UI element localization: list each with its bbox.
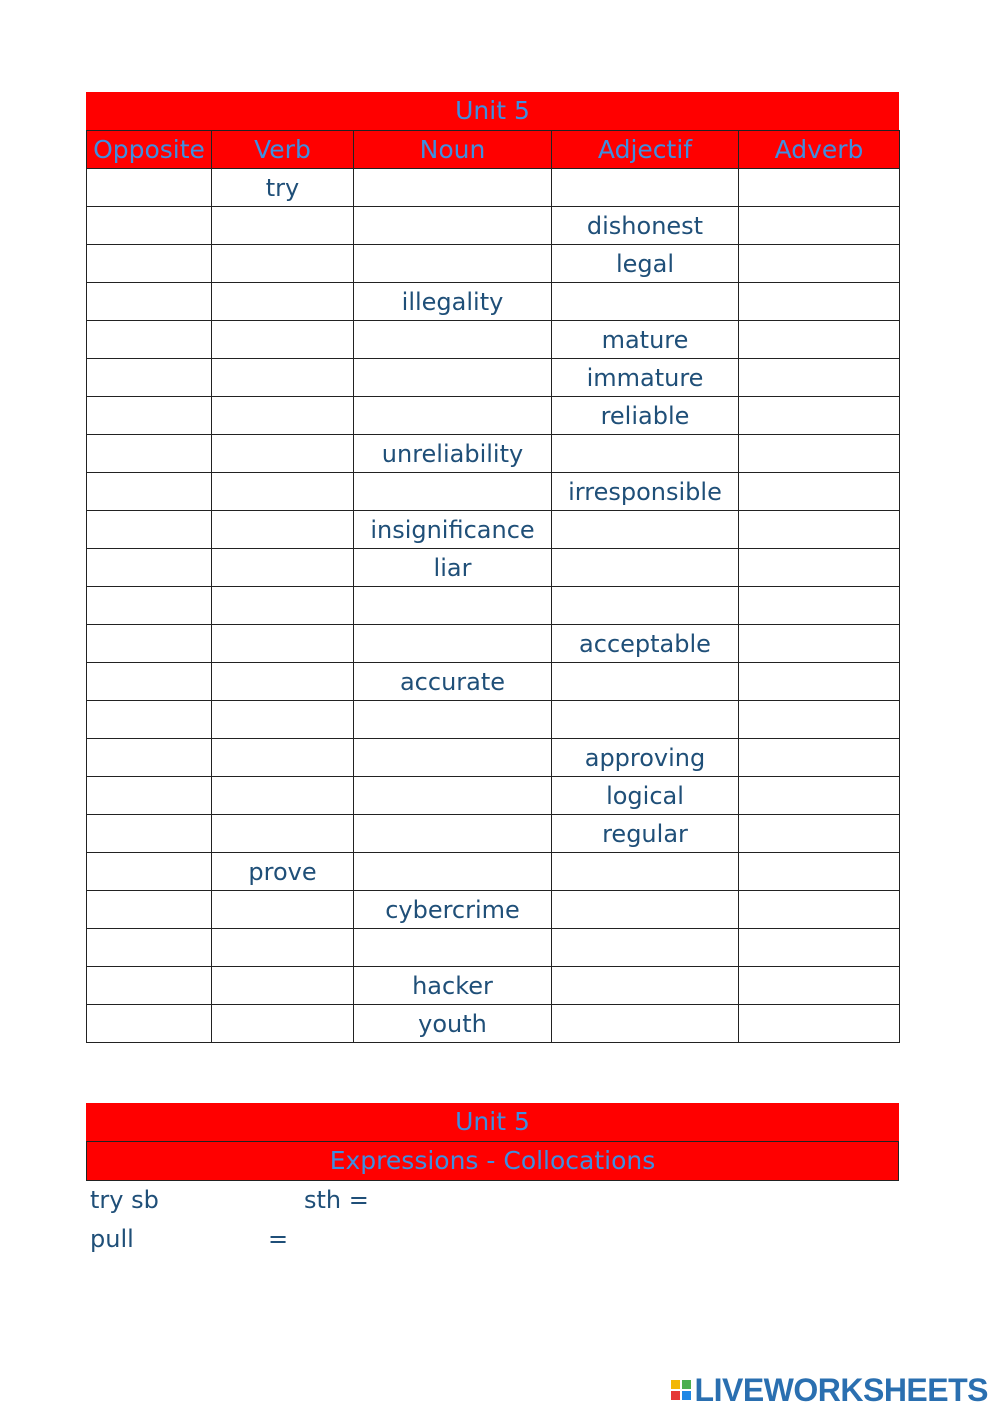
cell-adjectif[interactable] [552, 929, 739, 967]
cell-adjectif[interactable] [552, 169, 739, 207]
cell-adjectif[interactable] [552, 853, 739, 891]
cell-adjectif[interactable] [552, 891, 739, 929]
header-row [87, 131, 900, 169]
table-row [87, 891, 900, 929]
cell-adjectif[interactable] [552, 435, 739, 473]
cell-noun: illegality [354, 283, 552, 321]
cell-opposite[interactable] [87, 549, 212, 587]
cell-adjectif: irresponsible [552, 473, 739, 511]
cell-adverb[interactable] [739, 1005, 900, 1043]
header-adverb: Adverb [739, 131, 900, 169]
cell-verb[interactable] [212, 435, 354, 473]
table-row [87, 435, 900, 473]
cell-noun[interactable] [354, 853, 552, 891]
cell-noun[interactable] [354, 321, 552, 359]
table-row [87, 587, 900, 625]
logo-square-3 [671, 1391, 680, 1400]
cell-adverb[interactable] [739, 853, 900, 891]
table-row [87, 397, 900, 435]
table-row [87, 701, 900, 739]
cell-adverb[interactable] [739, 245, 900, 283]
cell-opposite[interactable] [87, 891, 212, 929]
cell-verb: prove [212, 853, 354, 891]
cell-verb[interactable] [212, 397, 354, 435]
cell-opposite[interactable] [87, 359, 212, 397]
header-noun: Noun [354, 131, 552, 169]
expressions-unit-banner: Unit 5 [86, 1103, 899, 1141]
cell-adjectif: regular [552, 815, 739, 853]
cell-noun[interactable] [354, 473, 552, 511]
cell-verb[interactable] [212, 929, 354, 967]
cell-adverb[interactable] [739, 511, 900, 549]
cell-noun[interactable] [354, 359, 552, 397]
logo-text: LIVEWORKSHEETS [694, 1371, 988, 1408]
expression-line-1-first: try sb [90, 1186, 159, 1214]
cell-verb[interactable] [212, 625, 354, 663]
table-row [87, 739, 900, 777]
cell-opposite[interactable] [87, 283, 212, 321]
cell-verb[interactable] [212, 549, 354, 587]
table-row [87, 245, 900, 283]
table-row [87, 625, 900, 663]
cell-adjectif: dishonest [552, 207, 739, 245]
cell-verb[interactable] [212, 891, 354, 929]
cell-verb: try [212, 169, 354, 207]
cell-adjectif[interactable] [552, 701, 739, 739]
cell-noun: cybercrime [354, 891, 552, 929]
cell-adverb[interactable] [739, 891, 900, 929]
cell-verb[interactable] [212, 207, 354, 245]
cell-adverb[interactable] [739, 815, 900, 853]
cell-verb[interactable] [212, 815, 354, 853]
cell-opposite[interactable] [87, 701, 212, 739]
cell-adverb[interactable] [739, 397, 900, 435]
cell-adjectif[interactable] [552, 511, 739, 549]
cell-adjectif[interactable] [552, 967, 739, 1005]
cell-noun[interactable] [354, 929, 552, 967]
table-row [87, 967, 900, 1005]
cell-opposite[interactable] [87, 169, 212, 207]
table-row [87, 169, 900, 207]
cell-verb[interactable] [212, 739, 354, 777]
cell-noun: insignificance [354, 511, 552, 549]
table-row [87, 359, 900, 397]
cell-adjectif[interactable] [552, 1005, 739, 1043]
cell-adjectif: immature [552, 359, 739, 397]
cell-noun: unreliability [354, 435, 552, 473]
cell-adjectif: mature [552, 321, 739, 359]
header-opposite: Opposite [87, 131, 212, 169]
cell-opposite[interactable] [87, 511, 212, 549]
logo-square-2 [682, 1380, 691, 1389]
table-row [87, 473, 900, 511]
cell-adjectif: legal [552, 245, 739, 283]
header-adjectif: Adjectif [552, 131, 739, 169]
cell-adjectif: acceptable [552, 625, 739, 663]
cell-opposite[interactable] [87, 245, 212, 283]
cell-adjectif[interactable] [552, 549, 739, 587]
vocabulary-sheet [86, 92, 899, 1043]
cell-noun: hacker [354, 967, 552, 1005]
cell-adverb[interactable] [739, 283, 900, 321]
cell-opposite[interactable] [87, 207, 212, 245]
cell-verb[interactable] [212, 473, 354, 511]
table-row [87, 207, 900, 245]
cell-verb[interactable] [212, 359, 354, 397]
cell-adverb[interactable] [739, 169, 900, 207]
cell-adverb[interactable] [739, 359, 900, 397]
cell-noun: liar [354, 549, 552, 587]
cell-adverb[interactable] [739, 625, 900, 663]
cell-noun[interactable] [354, 739, 552, 777]
word-formation-table [86, 130, 900, 1043]
cell-noun[interactable] [354, 207, 552, 245]
expression-line-2-first: pull [90, 1225, 134, 1253]
cell-opposite[interactable] [87, 663, 212, 701]
table-row [87, 853, 900, 891]
cell-adverb[interactable] [739, 701, 900, 739]
cell-noun[interactable] [354, 701, 552, 739]
cell-opposite[interactable] [87, 397, 212, 435]
cell-noun: accurate [354, 663, 552, 701]
cell-noun[interactable] [354, 587, 552, 625]
cell-adverb[interactable] [739, 663, 900, 701]
cell-verb[interactable] [212, 587, 354, 625]
cell-noun[interactable] [354, 397, 552, 435]
cell-verb[interactable] [212, 245, 354, 283]
table-row [87, 815, 900, 853]
table-row [87, 777, 900, 815]
cell-verb[interactable] [212, 663, 354, 701]
cell-opposite[interactable] [87, 321, 212, 359]
cell-adverb[interactable] [739, 587, 900, 625]
cell-adverb[interactable] [739, 435, 900, 473]
expressions-section [86, 1103, 899, 1181]
cell-opposite[interactable] [87, 967, 212, 1005]
unit-title-banner: Unit 5 [86, 92, 899, 130]
cell-opposite[interactable] [87, 435, 212, 473]
cell-opposite[interactable] [87, 929, 212, 967]
cell-adjectif: approving [552, 739, 739, 777]
expression-line-2-second: = [268, 1225, 289, 1253]
cell-verb[interactable] [212, 283, 354, 321]
cell-opposite[interactable] [87, 739, 212, 777]
cell-adjectif[interactable] [552, 283, 739, 321]
cell-adjectif: logical [552, 777, 739, 815]
cell-noun[interactable] [354, 625, 552, 663]
cell-noun[interactable] [354, 169, 552, 207]
header-verb: Verb [212, 131, 354, 169]
cell-verb[interactable] [212, 967, 354, 1005]
table-row [87, 663, 900, 701]
cell-noun[interactable] [354, 815, 552, 853]
cell-adverb[interactable] [739, 473, 900, 511]
cell-verb[interactable] [212, 321, 354, 359]
cell-opposite[interactable] [87, 1005, 212, 1043]
table-row [87, 549, 900, 587]
expressions-subtitle-banner: Expressions - Collocations [86, 1141, 899, 1181]
cell-opposite[interactable] [87, 473, 212, 511]
cell-noun[interactable] [354, 245, 552, 283]
cell-opposite[interactable] [87, 587, 212, 625]
cell-adverb[interactable] [739, 777, 900, 815]
cell-verb[interactable] [212, 701, 354, 739]
cell-opposite[interactable] [87, 815, 212, 853]
cell-verb[interactable] [212, 511, 354, 549]
table-row [87, 1005, 900, 1043]
logo-square-1 [671, 1380, 680, 1389]
cell-adverb[interactable] [739, 739, 900, 777]
cell-adverb[interactable] [739, 549, 900, 587]
cell-adverb[interactable] [739, 321, 900, 359]
table-row [87, 321, 900, 359]
logo-square-4 [682, 1391, 691, 1400]
cell-opposite[interactable] [87, 777, 212, 815]
cell-opposite[interactable] [87, 625, 212, 663]
cell-noun[interactable] [354, 777, 552, 815]
table-row [87, 511, 900, 549]
cell-adverb[interactable] [739, 967, 900, 1005]
table-body [87, 169, 900, 1043]
cell-adjectif[interactable] [552, 663, 739, 701]
expression-line-1-second: sth = [304, 1186, 369, 1214]
cell-opposite[interactable] [87, 853, 212, 891]
liveworksheets-logo[interactable] [671, 1372, 988, 1408]
cell-adverb[interactable] [739, 929, 900, 967]
cell-adjectif[interactable] [552, 587, 739, 625]
liveworksheets-logo-icon [671, 1380, 691, 1400]
cell-verb[interactable] [212, 1005, 354, 1043]
table-row [87, 929, 900, 967]
table-row [87, 283, 900, 321]
cell-noun: youth [354, 1005, 552, 1043]
cell-adjectif: reliable [552, 397, 739, 435]
cell-adverb[interactable] [739, 207, 900, 245]
cell-verb[interactable] [212, 777, 354, 815]
